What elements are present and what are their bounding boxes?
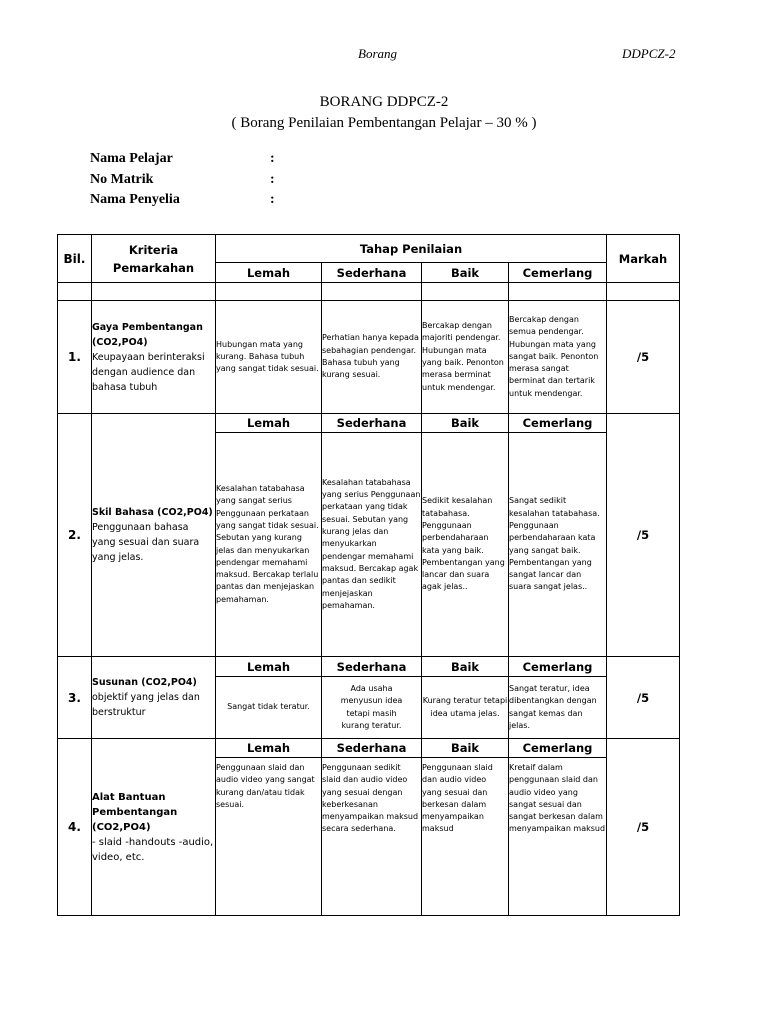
level-sederhana: Sederhana xyxy=(322,414,422,433)
criteria-cell xyxy=(92,657,216,739)
level-baik: Baik xyxy=(422,414,509,433)
lemah-desc: Penggunaan slaid dan audio video yang sangat kurang dan/atau tidak sesuai. xyxy=(216,758,322,916)
level-cemerlang: Cemerlang xyxy=(509,414,607,433)
criteria-desc: - slaid -handouts -audio, video, etc. xyxy=(92,836,214,863)
header-kriteria: Kriteria Pemarkahan xyxy=(92,235,216,283)
student-name-row xyxy=(90,151,390,172)
level-baik: Baik xyxy=(422,739,509,758)
baik-desc: Bercakap dengan majoriti pendengar. Hubungan mata yang baik. Penonton merasa berminat untuk mendengar. xyxy=(422,301,509,414)
markah-value: /5 xyxy=(607,414,680,657)
level-sederhana: Sederhana xyxy=(322,739,422,758)
criteria-desc: Penggunaan bahasa yang sesuai dan suara yang jelas. xyxy=(92,522,200,563)
lemah-desc: Hubungan mata yang kurang. Bahasa tubuh yang sangat tidak sesuai. xyxy=(216,301,322,414)
sederhana-desc: Penggunaan sedikit slaid dan audio video yang sesuai dengan keberkesanan menyampaikan maksud secara sederhana. xyxy=(322,758,422,916)
cemerlang-desc: Bercakap dengan semua pendengar. Hubungan mata yang sangat baik. Penonton merasa sangat berminat dan tertarik untuk mendengar. xyxy=(509,301,607,414)
header-level-baik: Baik xyxy=(422,263,509,283)
level-cemerlang: Cemerlang xyxy=(509,657,607,677)
lemah-desc: Sangat tidak teratur. xyxy=(216,677,322,739)
criteria-title: Alat Bantuan Pembentangan (CO2,PO4) xyxy=(92,791,178,833)
matric-no-label: No Matrik xyxy=(90,171,154,187)
level-sederhana: Sederhana xyxy=(322,657,422,677)
matric-no-colon: : xyxy=(270,171,275,187)
row-number: 1. xyxy=(58,301,92,414)
header-markah: Markah xyxy=(607,235,680,283)
header-bil: Bil. xyxy=(58,235,92,283)
header-doc-code: DDPCZ-2 xyxy=(622,46,676,61)
level-cemerlang: Cemerlang xyxy=(509,739,607,758)
criteria-desc: objektif yang jelas dan berstruktur xyxy=(92,692,200,718)
level-lemah: Lemah xyxy=(216,414,322,433)
cemerlang-desc: Kretaif dalam penggunaan slaid dan audio video yang sangat sesuai dan sangat berkesan dalam menyampaikan maksud xyxy=(509,758,607,916)
baik-desc: Sedikit kesalahan tatabahasa. Penggunaan perbendaharaan kata yang baik. Pembentangan yang lancar dan suara agak jelas.. xyxy=(422,433,509,657)
row-number: 3. xyxy=(58,657,92,739)
level-baik: Baik xyxy=(422,657,509,677)
row-number: 4. xyxy=(58,739,92,916)
rubric-table xyxy=(57,234,680,916)
level-lemah: Lemah xyxy=(216,739,322,758)
student-name-label: Nama Pelajar xyxy=(90,151,173,166)
header-level-sederhana: Sederhana xyxy=(322,263,422,283)
spacer-row xyxy=(58,283,680,301)
student-name-colon: : xyxy=(270,151,275,166)
cemerlang-desc: Sangat teratur, idea dibentangkan dengan sangat kemas dan jelas. xyxy=(509,677,607,739)
student-info xyxy=(90,151,390,213)
header-level-lemah: Lemah xyxy=(216,263,322,283)
matric-no-row xyxy=(90,172,390,193)
sederhana-desc: Ada usaha menyusun idea tetapi masih kurang teratur. xyxy=(322,677,422,739)
level-lemah: Lemah xyxy=(216,657,322,677)
supervisor-name-colon: : xyxy=(270,192,275,207)
markah-value: /5 xyxy=(607,301,680,414)
criteria-cell xyxy=(92,739,216,916)
form-title-main: BORANG DDPCZ-2 xyxy=(319,94,449,110)
table-row xyxy=(58,301,680,414)
sederhana-desc: Perhatian hanya kepada sebahagian pendengar. Bahasa tubuh yang kurang sesuai. xyxy=(322,301,422,414)
criteria-cell xyxy=(92,414,216,657)
markah-value: /5 xyxy=(607,657,680,739)
lemah-desc: Kesalahan tatabahasa yang sangat serius Penggunaan perkataan yang sangat tidak sesuai. Sebutan yang kurang jelas dan menyukarkan pendengar memahami maksud. Bercakap terlalu pantas dan menjejaskan pemahaman. xyxy=(216,433,322,657)
criteria-desc: Keupayaan berinteraksi dengan audience dan bahasa tubuh xyxy=(92,351,205,393)
criteria-title: Skil Bahasa (CO2,PO4) xyxy=(92,507,213,518)
supervisor-name-row xyxy=(90,192,390,213)
header-level-cemerlang: Cemerlang xyxy=(509,263,607,283)
header-doc-label: Borang xyxy=(358,46,397,61)
criteria-title: Susunan (CO2,PO4) xyxy=(92,677,197,688)
criteria-title: Gaya Pembentangan (CO2,PO4) xyxy=(92,321,203,348)
sederhana-desc: Kesalahan tatabahasa yang serius Penggunaan perkataan yang tidak sesuai. Sebutan yang kurang jelas dan menyukarkan pendengar memahami maksud. Bercakap agak pantas dan sedikit menjejaskan pemahaman. xyxy=(322,433,422,657)
cemerlang-desc: Sangat sedikit kesalahan tatabahasa. Penggunaan perbendaharaan kata yang sangat baik. Pembentangan yang sangat lancar dan suara sangat jelas.. xyxy=(509,433,607,657)
markah-value: /5 xyxy=(607,739,680,916)
row-number: 2. xyxy=(58,414,92,657)
supervisor-name-label: Nama Penyelia xyxy=(90,192,180,207)
header-tahap-penilaian: Tahap Penilaian xyxy=(216,235,607,263)
form-title xyxy=(0,92,768,134)
criteria-cell xyxy=(92,301,216,414)
baik-desc: Kurang teratur tetapi idea utama jelas. xyxy=(422,677,509,739)
baik-desc: Penggunaan slaid dan audio video yang sesuai dan berkesan dalam menyampaikan maksud xyxy=(422,758,509,916)
form-title-sub: ( Borang Penilaian Pembentangan Pelajar – 30 % ) xyxy=(231,115,537,131)
